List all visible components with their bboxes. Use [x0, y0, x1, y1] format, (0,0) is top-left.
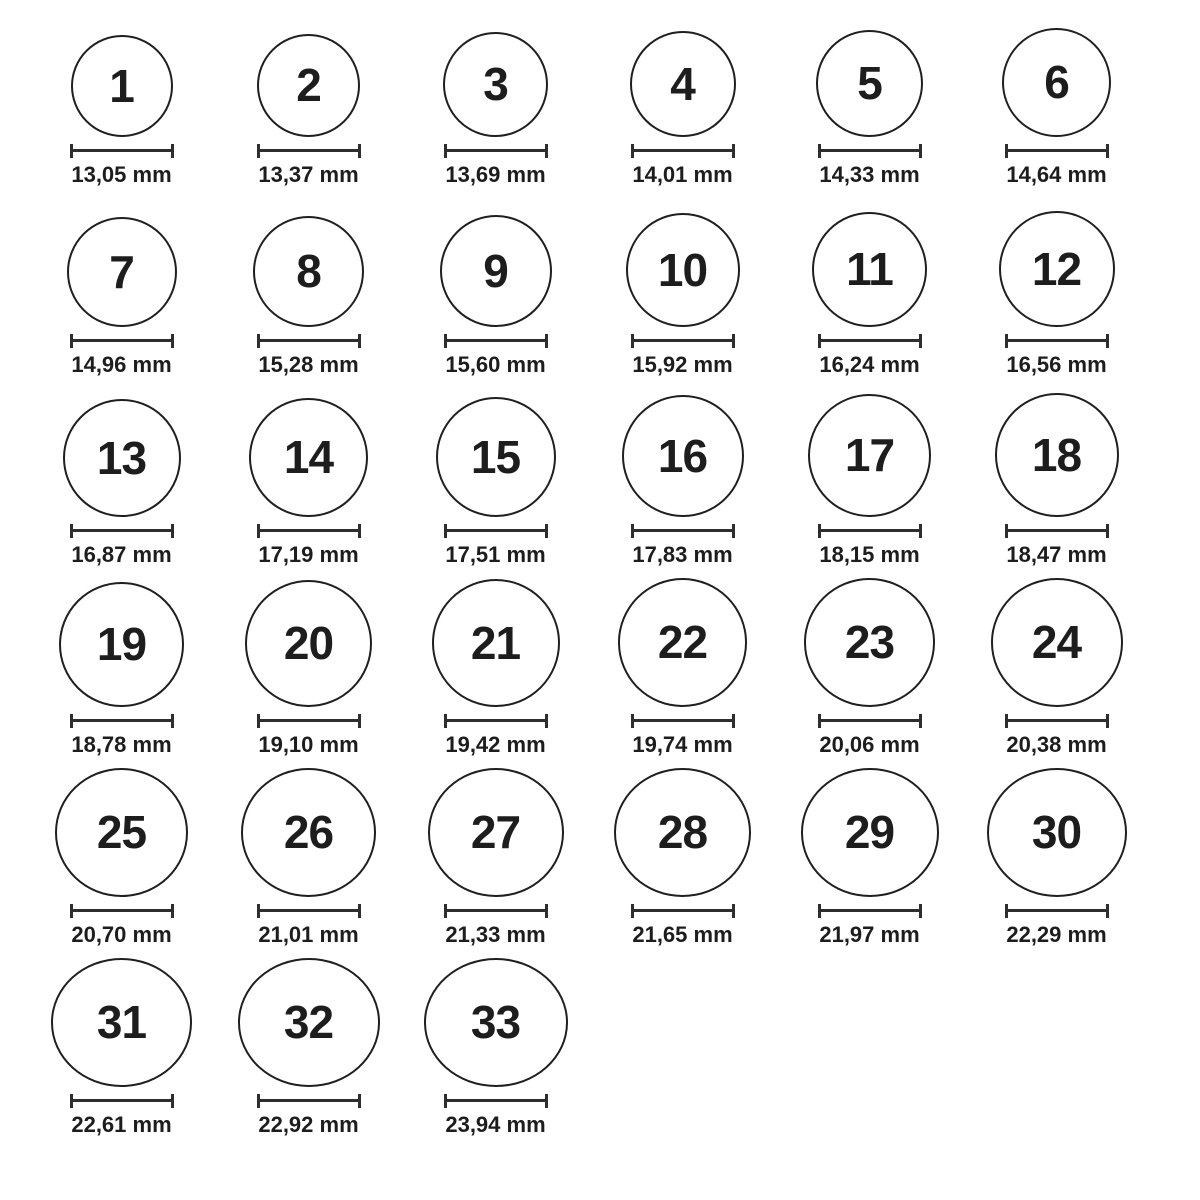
diameter-measure-line	[260, 529, 358, 532]
diameter-measure-line	[634, 909, 732, 912]
diameter-measure-line	[821, 529, 919, 532]
ring-size-item	[589, 768, 776, 958]
ring-size-number: 7	[109, 245, 134, 298]
diameter-measure-line	[447, 1099, 545, 1102]
ring-size-number: 20	[283, 617, 334, 670]
diameter-measure-line	[447, 909, 545, 912]
diameter-measure-bar	[70, 714, 174, 728]
ring-size-number: 22	[657, 616, 708, 669]
ring-size-item	[963, 388, 1150, 578]
diameter-label: 14,96 mm	[71, 351, 172, 377]
ring-size-number: 27	[470, 806, 521, 859]
diameter-measure-bar	[1005, 334, 1109, 348]
ring-size-item	[215, 8, 402, 198]
ring-circle	[253, 216, 364, 327]
diameter-measure-line	[447, 529, 545, 532]
diameter-measure-bar	[444, 904, 548, 918]
ring-size-item	[402, 388, 589, 578]
diameter-measure-line	[73, 339, 171, 342]
diameter-measure-bar	[1005, 714, 1109, 728]
diameter-label: 21,65 mm	[632, 921, 733, 947]
diameter-label: 19,10 mm	[258, 731, 359, 757]
ring-circle	[812, 212, 927, 327]
diameter-label: 19,74 mm	[632, 731, 733, 757]
ring-circle	[801, 768, 939, 897]
ring-size-number: 17	[844, 429, 895, 482]
diameter-measure-line	[260, 149, 358, 152]
diameter-measure-bar	[444, 334, 548, 348]
diameter-measure-line	[634, 529, 732, 532]
ring-size-number: 26	[283, 806, 334, 859]
diameter-measure-line	[1008, 339, 1106, 342]
diameter-measure-line	[821, 719, 919, 722]
ring-size-number: 6	[1044, 56, 1069, 109]
ring-circle	[630, 31, 736, 137]
diameter-measure-bar	[631, 904, 735, 918]
ring-circle	[808, 394, 931, 517]
ring-circle	[249, 398, 368, 517]
ring-size-number: 12	[1031, 242, 1082, 295]
ring-size-number: 13	[96, 431, 147, 484]
diameter-measure-bar	[257, 334, 361, 348]
diameter-measure-line	[260, 1099, 358, 1102]
ring-circle	[63, 399, 181, 517]
diameter-measure-bar	[444, 524, 548, 538]
diameter-label: 16,24 mm	[819, 351, 920, 377]
ring-size-item	[776, 198, 963, 388]
diameter-label: 15,92 mm	[632, 351, 733, 377]
ring-size-number: 8	[296, 245, 321, 298]
diameter-measure-line	[1008, 529, 1106, 532]
diameter-measure-bar	[1005, 904, 1109, 918]
diameter-label: 14,33 mm	[819, 161, 920, 187]
diameter-measure-line	[1008, 909, 1106, 912]
ring-size-number: 32	[283, 996, 334, 1049]
diameter-measure-line	[1008, 719, 1106, 722]
ring-size-number: 24	[1031, 616, 1082, 669]
diameter-measure-bar	[257, 714, 361, 728]
diameter-measure-line	[821, 909, 919, 912]
ring-size-number: 19	[96, 618, 147, 671]
ring-circle	[618, 578, 747, 707]
ring-size-item	[215, 768, 402, 958]
ring-size-item	[28, 388, 215, 578]
diameter-measure-bar	[1005, 144, 1109, 158]
ring-size-item	[402, 578, 589, 768]
ring-circle	[622, 395, 744, 517]
ring-circle	[241, 768, 376, 897]
ring-size-item	[589, 8, 776, 198]
diameter-measure-bar	[631, 334, 735, 348]
diameter-label: 18,78 mm	[71, 731, 172, 757]
ring-circle	[55, 768, 188, 897]
diameter-measure-bar	[257, 904, 361, 918]
diameter-measure-bar	[70, 144, 174, 158]
diameter-measure-bar	[631, 524, 735, 538]
ring-size-item	[963, 198, 1150, 388]
ring-size-item	[776, 578, 963, 768]
diameter-measure-line	[260, 339, 358, 342]
diameter-label: 21,33 mm	[445, 921, 546, 947]
ring-size-number: 16	[657, 429, 708, 482]
ring-size-number: 10	[657, 243, 708, 296]
diameter-label: 19,42 mm	[445, 731, 546, 757]
diameter-label: 13,05 mm	[71, 161, 172, 187]
ring-size-number: 2	[296, 59, 321, 112]
ring-size-item	[589, 198, 776, 388]
ring-size-item	[215, 198, 402, 388]
ring-size-item	[215, 958, 402, 1148]
diameter-measure-bar	[70, 1094, 174, 1108]
diameter-measure-line	[634, 149, 732, 152]
ring-size-number: 25	[96, 806, 147, 859]
diameter-label: 14,01 mm	[632, 161, 733, 187]
ring-size-item	[963, 768, 1150, 958]
diameter-label: 20,06 mm	[819, 731, 920, 757]
ring-size-number: 31	[96, 996, 147, 1049]
ring-circle	[987, 768, 1127, 897]
ring-size-item	[589, 388, 776, 578]
diameter-measure-line	[634, 339, 732, 342]
diameter-measure-line	[447, 149, 545, 152]
diameter-measure-line	[821, 339, 919, 342]
ring-size-item	[28, 578, 215, 768]
ring-size-item	[402, 768, 589, 958]
ring-size-number: 30	[1031, 806, 1082, 859]
diameter-measure-line	[447, 339, 545, 342]
diameter-measure-line	[821, 149, 919, 152]
ring-size-item	[215, 578, 402, 768]
ring-circle	[614, 768, 751, 897]
diameter-measure-bar	[257, 1094, 361, 1108]
ring-size-item	[589, 578, 776, 768]
ring-size-item	[963, 8, 1150, 198]
diameter-measure-bar	[631, 714, 735, 728]
ring-size-number: 14	[283, 431, 334, 484]
ring-size-number: 21	[470, 616, 521, 669]
diameter-label: 18,15 mm	[819, 541, 920, 567]
diameter-measure-bar	[257, 524, 361, 538]
diameter-label: 18,47 mm	[1006, 541, 1107, 567]
ring-size-item	[215, 388, 402, 578]
diameter-measure-bar	[631, 144, 735, 158]
diameter-measure-bar	[70, 334, 174, 348]
diameter-label: 21,01 mm	[258, 921, 359, 947]
ring-circle	[67, 217, 177, 327]
diameter-measure-line	[1008, 149, 1106, 152]
ring-circle	[424, 958, 568, 1087]
ring-circle	[436, 397, 556, 517]
diameter-measure-bar	[818, 144, 922, 158]
diameter-label: 21,97 mm	[819, 921, 920, 947]
diameter-measure-bar	[257, 144, 361, 158]
diameter-measure-line	[73, 149, 171, 152]
diameter-label: 13,37 mm	[258, 161, 359, 187]
diameter-label: 17,19 mm	[258, 541, 359, 567]
diameter-measure-line	[73, 909, 171, 912]
ring-circle	[1002, 28, 1111, 137]
diameter-measure-line	[73, 719, 171, 722]
diameter-label: 22,61 mm	[71, 1111, 172, 1137]
ring-size-item	[28, 768, 215, 958]
diameter-measure-line	[634, 719, 732, 722]
ring-circle	[432, 579, 560, 707]
diameter-measure-bar	[444, 714, 548, 728]
diameter-label: 16,56 mm	[1006, 351, 1107, 377]
ring-size-item	[776, 8, 963, 198]
ring-circle	[59, 582, 184, 707]
ring-size-number: 4	[670, 57, 695, 110]
diameter-measure-line	[447, 719, 545, 722]
ring-circle	[443, 32, 548, 137]
ring-circle	[626, 213, 740, 327]
diameter-measure-line	[73, 1099, 171, 1102]
ring-circle	[257, 34, 360, 137]
diameter-label: 13,69 mm	[445, 161, 546, 187]
ring-size-item	[28, 8, 215, 198]
diameter-label: 20,70 mm	[71, 921, 172, 947]
ring-size-number: 23	[844, 616, 895, 669]
diameter-label: 16,87 mm	[71, 541, 172, 567]
ring-circle	[991, 578, 1123, 707]
ring-circle	[245, 580, 372, 707]
diameter-measure-bar	[818, 904, 922, 918]
diameter-measure-bar	[1005, 524, 1109, 538]
diameter-measure-line	[73, 529, 171, 532]
ring-circle	[816, 30, 923, 137]
ring-size-number: 18	[1031, 428, 1082, 481]
diameter-measure-bar	[444, 144, 548, 158]
ring-circle	[440, 215, 552, 327]
diameter-label: 22,29 mm	[1006, 921, 1107, 947]
ring-circle	[804, 578, 935, 707]
ring-size-number: 1	[109, 59, 134, 112]
diameter-label: 23,94 mm	[445, 1111, 546, 1137]
ring-size-number: 29	[844, 806, 895, 859]
diameter-measure-bar	[818, 334, 922, 348]
ring-size-number: 15	[470, 430, 521, 483]
ring-size-item	[963, 578, 1150, 768]
ring-size-item	[402, 8, 589, 198]
diameter-measure-line	[260, 719, 358, 722]
ring-circle	[999, 211, 1115, 327]
diameter-label: 14,64 mm	[1006, 161, 1107, 187]
ring-size-item	[28, 198, 215, 388]
ring-circle	[71, 35, 173, 137]
diameter-measure-bar	[818, 714, 922, 728]
ring-circle	[428, 768, 564, 897]
ring-size-number: 33	[470, 996, 521, 1049]
diameter-measure-bar	[70, 904, 174, 918]
ring-size-number: 9	[483, 244, 508, 297]
ring-circle	[51, 958, 192, 1087]
ring-size-item	[776, 388, 963, 578]
ring-size-number: 3	[483, 58, 508, 111]
ring-size-number: 11	[846, 243, 893, 296]
diameter-label: 20,38 mm	[1006, 731, 1107, 757]
ring-circle	[238, 958, 380, 1087]
diameter-label: 17,51 mm	[445, 541, 546, 567]
ring-circle	[995, 393, 1119, 517]
diameter-measure-bar	[444, 1094, 548, 1108]
ring-size-item	[402, 198, 589, 388]
diameter-measure-bar	[70, 524, 174, 538]
ring-size-item	[402, 958, 589, 1148]
diameter-measure-line	[260, 909, 358, 912]
ring-size-number: 28	[657, 806, 708, 859]
ring-size-item	[28, 958, 215, 1148]
diameter-label: 15,28 mm	[258, 351, 359, 377]
diameter-measure-bar	[818, 524, 922, 538]
diameter-label: 17,83 mm	[632, 541, 733, 567]
diameter-label: 22,92 mm	[258, 1111, 359, 1137]
ring-size-item	[776, 768, 963, 958]
ring-size-number: 5	[857, 57, 882, 110]
diameter-label: 15,60 mm	[445, 351, 546, 377]
